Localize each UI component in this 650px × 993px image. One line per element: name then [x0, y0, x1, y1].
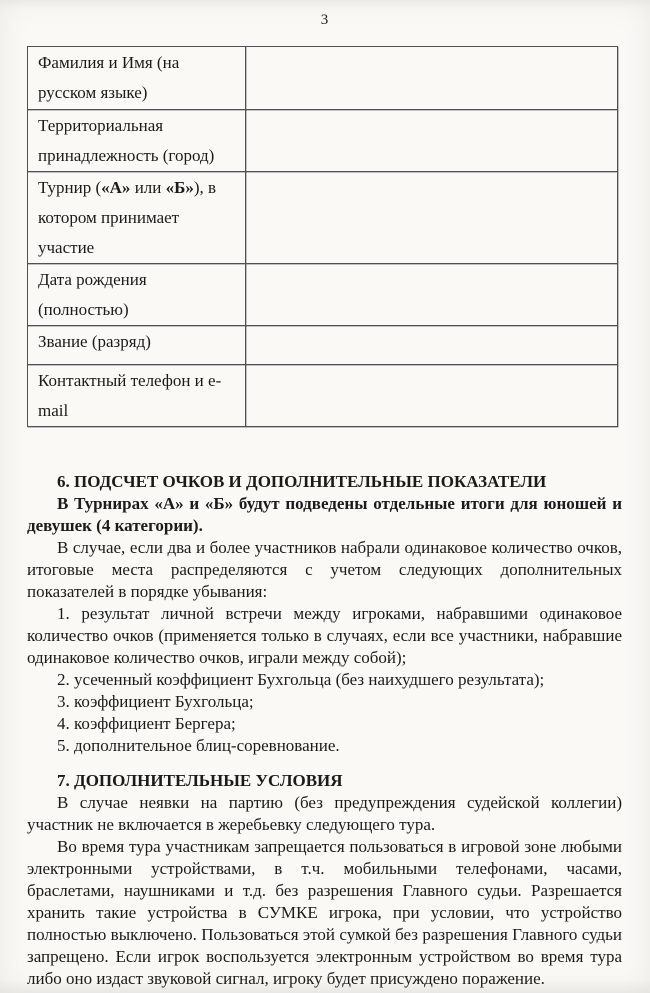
section-additional-conditions: [27, 770, 622, 990]
label-text: Турнир (: [38, 178, 102, 197]
table-row: [28, 172, 618, 264]
list-item: 3. коэффициент Бухгольца;: [57, 692, 254, 711]
list-item: 2. усеченный коэффициент Бухгольца (без наихудшего результата);: [57, 670, 545, 689]
paragraph-lead: В Турнирах «А» и «Б» будут подведены отдельные итоги для юношей и девушек (4 категории).: [27, 494, 622, 535]
table-row: [28, 110, 618, 172]
table-row: [28, 365, 618, 427]
label-text-bold: «А»: [101, 178, 131, 197]
row-label-cell: Дата рождения (полностью): [28, 264, 246, 326]
table-row: [28, 47, 618, 110]
section-scoring: [27, 471, 622, 757]
section-heading: 7. ДОПОЛНИТЕЛЬНЫЕ УСЛОВИЯ: [57, 771, 343, 790]
page-number: 3: [320, 12, 330, 28]
label-text: ), в котором принимает участие: [38, 178, 217, 257]
label-text: или: [130, 178, 166, 197]
table-row: [28, 326, 618, 365]
paragraph: В случае неявки на партию (без предупреждения судейской коллегии) участник не включается в жеребьевку следующего тура.: [27, 793, 622, 834]
paragraph-intro: В случае, если два и более участников набрали одинаковое количество очков, итоговые места распределяются с учетом следующих дополнительных показателей в порядке убывания:: [27, 538, 622, 601]
row-value-cell: [246, 110, 618, 172]
row-value-cell: [246, 47, 618, 110]
row-value-cell: [246, 172, 618, 264]
row-label-cell: Контактный телефон и e-mail: [28, 365, 246, 427]
section-heading: 6. ПОДСЧЕТ ОЧКОВ И ДОПОЛНИТЕЛЬНЫЕ ПОКАЗАТЕЛИ: [57, 472, 547, 491]
row-label-cell: Фамилия и Имя (на русском языке): [28, 47, 246, 110]
table-row: [28, 264, 618, 326]
row-value-cell: [246, 326, 618, 365]
label-text-bold: «Б»: [165, 178, 194, 197]
row-value-cell: [246, 264, 618, 326]
row-label-cell: Звание (разряд): [28, 326, 246, 365]
paragraph: Во время тура участникам запрещается пользоваться в игровой зоне любыми электронными устройствами, в т.ч. мобильными телефонами, часами, браслетами, наушниками и т.д. без разрешения Главного судьи. Разрешается хранить такие устройства в СУМКЕ игрока, при условии, что устройство полностью выключено. Пользоваться этой сумкой без разрешения Главного судьи запрещено. Если игрок воспользуется электронным устройством во время тура либо оно издаст звуковой сигнал, игроку будет присуждено поражение.: [27, 837, 622, 988]
list-item: 1. результат личной встречи между игроками, набравшими одинаковое количество очков (применяется только в случаях, если все участники, набравшие одинаковое количество очков, играли между собой);: [27, 604, 622, 667]
row-label-cell: Территориальная принадлежность (город): [28, 110, 246, 172]
row-label-cell: [28, 172, 246, 264]
row-value-cell: [246, 365, 618, 427]
registration-table: [27, 46, 618, 427]
list-item: 5. дополнительное блиц-соревнование.: [57, 736, 340, 755]
list-item: 4. коэффициент Бергера;: [57, 714, 236, 733]
